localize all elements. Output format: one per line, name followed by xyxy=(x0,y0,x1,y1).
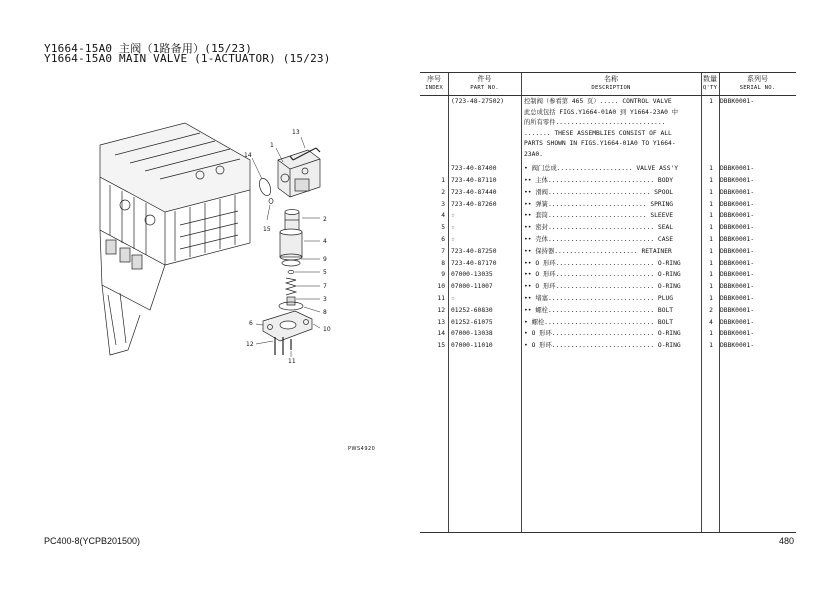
callout-6: 6 xyxy=(249,320,253,327)
row-quantity: 1 xyxy=(709,295,713,303)
row-quantity: 1 xyxy=(709,165,713,173)
page-title-chinese: Y1664-15A0 主阀（1路备用）(15/23) xyxy=(44,42,253,55)
assembly-note: PARTS SHOWN IN FIGS.Y1664-01A0 TO Y1664- xyxy=(524,140,676,148)
row-serial-no: DBBK0001- xyxy=(720,271,755,279)
row-index: 5 xyxy=(441,224,445,232)
row-quantity: 1 xyxy=(709,224,713,232)
drawing-code: PWS4920 xyxy=(348,446,376,452)
callout-14: 14 xyxy=(244,152,252,159)
row-part-no: 723-40-87110 xyxy=(451,177,497,185)
row-part-no: 01252-61075 xyxy=(451,318,493,326)
row-part-no: 01252-60830 xyxy=(451,306,493,314)
row-index: 10 xyxy=(437,283,445,291)
assembly-note: 的所有零件............................. xyxy=(524,119,666,127)
callout-11: 11 xyxy=(288,358,296,365)
callout-12: 12 xyxy=(246,341,254,348)
row-description: •• 滑阀........................... SPOOL xyxy=(524,188,674,196)
row-part-no: ☆ xyxy=(451,212,455,220)
page-title-english: Y1664-15A0 MAIN VALVE (1-ACTUATOR) (15/23) xyxy=(44,52,331,65)
row-description: •• 螺栓............................ BOLT xyxy=(524,306,674,314)
row-description: •• 保持器...................... RETAINER xyxy=(524,247,672,255)
table-row xyxy=(420,317,796,329)
table-header xyxy=(420,73,796,96)
assembly-note: 23A0. xyxy=(524,150,543,158)
row-quantity: 1 xyxy=(709,271,713,279)
row-description: •• 主体............................ BODY xyxy=(524,177,674,185)
sleeve-drawing xyxy=(285,210,299,231)
row-index: 15 xyxy=(437,342,445,350)
row-index: 11 xyxy=(437,295,445,303)
row-quantity: 1 xyxy=(709,247,713,255)
table-row xyxy=(420,187,796,199)
row-index: 2 xyxy=(441,188,445,196)
part-rows xyxy=(420,163,796,352)
row-part-no: 723-40-87260 xyxy=(451,200,497,208)
table-row xyxy=(420,163,796,175)
row-description: •• 堵塞............................ PLUG xyxy=(524,295,674,303)
callout-7: 7 xyxy=(323,283,327,290)
footer-model: PC400-8(YCPB201500) xyxy=(44,536,141,546)
header-description: 名称 DESCRIPTION xyxy=(591,75,631,91)
case-drawing xyxy=(280,229,302,260)
row-description: •• 壳体............................ CASE xyxy=(524,236,674,244)
table-row xyxy=(420,293,796,305)
table-row xyxy=(420,281,796,293)
row-description: • O 形环........................... O-RING xyxy=(524,342,681,350)
row-index: 14 xyxy=(437,330,445,338)
row-description: •• 套筒.......................... SLEEVE xyxy=(524,212,674,220)
row-part-no: 723-40-87170 xyxy=(451,259,497,267)
row-serial-no: DBBK0001- xyxy=(720,283,755,291)
callout-8: 8 xyxy=(323,309,327,316)
row-index: 13 xyxy=(437,318,445,326)
row-quantity: 1 xyxy=(709,177,713,185)
table-row xyxy=(420,340,796,352)
callout-2: 2 xyxy=(323,216,327,223)
table-row xyxy=(420,222,796,234)
row-index: 8 xyxy=(441,259,445,267)
table-row xyxy=(420,199,796,211)
header-serial-no: 系列号 SERIAL NO. xyxy=(739,75,776,91)
callout-15: 15 xyxy=(263,226,271,233)
row-description: •• O 形环.......................... O-RING xyxy=(524,271,681,279)
row-quantity: 1 xyxy=(709,330,713,338)
row-part-no: 723-40-87440 xyxy=(451,188,497,196)
row-description: •• 密封............................ SEAL xyxy=(524,224,674,232)
table-row xyxy=(420,234,796,246)
row-serial-no: DBBK0001- xyxy=(720,177,755,185)
row-index: 1 xyxy=(441,177,445,185)
row-serial-no: DBBK0001- xyxy=(720,259,755,267)
row-quantity: 1 xyxy=(709,283,713,291)
row-quantity: 1 xyxy=(709,236,713,244)
row-part-no: ☆ xyxy=(451,236,455,244)
row-description: • 螺栓............................. BOLT xyxy=(524,318,674,326)
row-description: •• 弹簧.......................... SPRING xyxy=(524,200,674,208)
assembly-note: 此总成包括 FIGS.Y1664-01A0 到 Y1664-23A0 中 xyxy=(524,108,679,116)
table-row xyxy=(420,246,796,258)
valve-body-drawing xyxy=(100,123,250,355)
row-description: •• O 形环.......................... O-RING xyxy=(524,259,681,267)
row-serial-no: DBBK0001- xyxy=(720,342,755,350)
row-quantity: 4 xyxy=(709,318,713,326)
table-row xyxy=(420,328,796,340)
assembly-note: ....... THESE ASSEMBLIES CONSIST OF ALL xyxy=(524,129,672,137)
row-part-no: 07000-13038 xyxy=(451,330,493,338)
page-number: 480 xyxy=(779,536,795,546)
row-serial-no: DBBK0001- xyxy=(720,188,755,196)
row-quantity: 1 xyxy=(709,188,713,196)
table-row xyxy=(420,210,796,222)
row-index: 9 xyxy=(441,271,445,279)
row-serial-no: DBBK0001- xyxy=(720,318,755,326)
table-row xyxy=(420,175,796,187)
row-serial-no: DBBK0001- xyxy=(720,247,755,255)
row-serial-no: DBBK0001- xyxy=(720,224,755,232)
row-serial-no: DBBK0001- xyxy=(720,236,755,244)
header-quantity: 数量 Q'TY xyxy=(702,75,718,91)
end-case-drawing xyxy=(263,311,312,341)
callout-5: 5 xyxy=(323,269,327,276)
header-index: 序号 INDEX xyxy=(425,75,443,91)
row-part-no: ☆ xyxy=(451,224,455,232)
header-part-no: 件号 PART NO. xyxy=(470,75,499,91)
row-quantity: 1 xyxy=(709,259,713,267)
row-index: 4 xyxy=(441,212,445,220)
row-serial-no: DBBK0001- xyxy=(720,165,755,173)
parts-table xyxy=(420,72,796,533)
row-quantity: 2 xyxy=(709,306,713,314)
row-serial-no: DBBK0001- xyxy=(720,212,755,220)
row-index: 12 xyxy=(437,306,445,314)
row-serial-no: DBBK0001- xyxy=(720,200,755,208)
row-part-no: 07000-13035 xyxy=(451,271,493,279)
table-row xyxy=(420,305,796,317)
callout-13: 13 xyxy=(292,129,300,136)
callout-9: 9 xyxy=(323,256,327,263)
row-quantity: 1 xyxy=(709,212,713,220)
row-description: •• O 形环.......................... O-RING xyxy=(524,283,681,291)
callout-3: 3 xyxy=(323,296,327,303)
row-part-no: 723-40-87250 xyxy=(451,247,497,255)
row-part-no: 723-40-87400 xyxy=(451,165,497,173)
assembly-row: (723-48-27502) 控制阀（参看第 465 页）..... CONTROL VALVE 1 DBBK0001- xyxy=(451,98,755,105)
row-part-no: 07000-11010 xyxy=(451,342,493,350)
row-part-no: 07000-11007 xyxy=(451,283,493,291)
row-quantity: 1 xyxy=(709,200,713,208)
callout-1: 1 xyxy=(270,142,274,149)
row-index: 7 xyxy=(441,247,445,255)
row-part-no: ☆ xyxy=(451,295,455,303)
row-serial-no: DBBK0001- xyxy=(720,295,755,303)
row-description: • O 形环........................... O-RING xyxy=(524,330,681,338)
row-serial-no: DBBK0001- xyxy=(720,306,755,314)
callout-10: 10 xyxy=(323,326,331,333)
table-row xyxy=(420,269,796,281)
row-serial-no: DBBK0001- xyxy=(720,330,755,338)
callout-4: 4 xyxy=(323,238,327,245)
table-row xyxy=(420,258,796,270)
row-description: • 阀门总成.................... VALVE ASS'Y xyxy=(524,165,679,173)
row-index: 3 xyxy=(441,200,445,208)
row-index: 6 xyxy=(441,236,445,244)
row-quantity: 1 xyxy=(709,342,713,350)
exploded-view-diagram xyxy=(80,115,425,465)
